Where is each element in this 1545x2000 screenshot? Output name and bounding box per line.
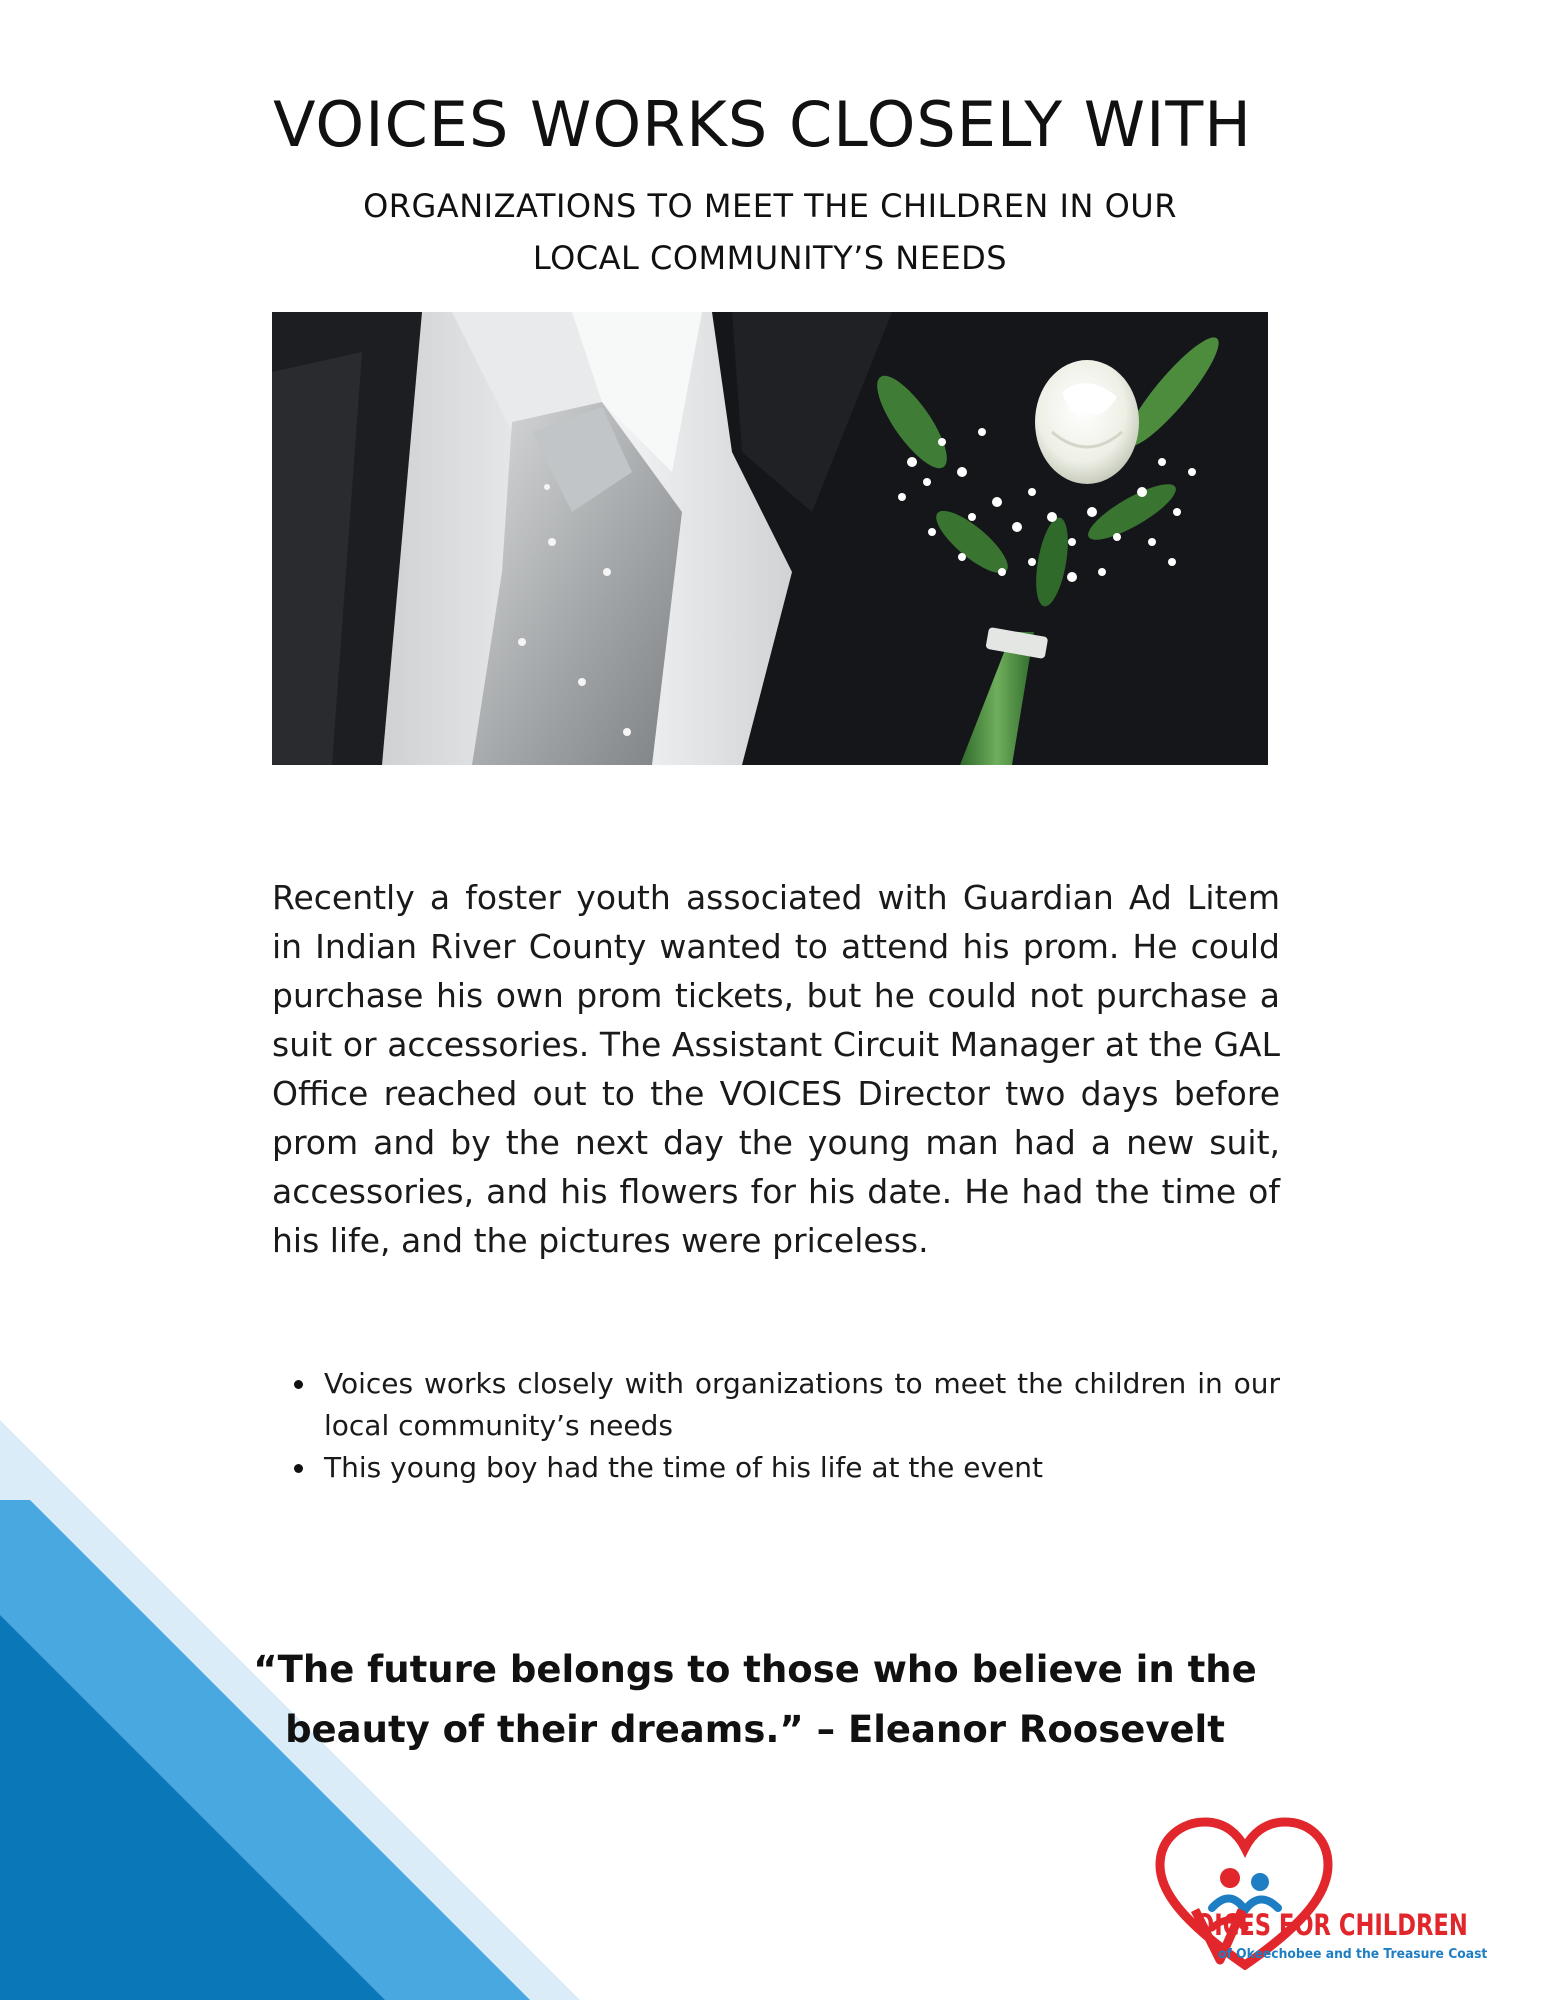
story-paragraph: Recently a foster youth associated with Guardian Ad Litem in Indian River County wanted to attend his prom. He could purchase his own prom tickets, but he could not purchase a suit or accessories. The Assistant Circuit Manager at the GAL Office reached out to the VOICES Director two days before prom and by the next day the young man had a new suit, accessories, and his flowers for his date. He had the time of his life, and the pictures were priceless. xyxy=(272,878,1280,1260)
quote-line-1: “The future belongs to those who believe in the xyxy=(253,1648,1257,1691)
page-title: VOICES WORKS CLOSELY WITH xyxy=(273,88,1252,161)
voices-heart-logo-icon xyxy=(1150,1810,1500,1970)
bullet-text: Voices works closely with organizations to meet the children in our local community’s needs xyxy=(324,1367,1280,1442)
bullet-text: This young boy had the time of his life at the event xyxy=(324,1451,1044,1484)
bullet-icon xyxy=(294,1380,303,1389)
subtitle-line-1: ORGANIZATIONS TO MEET THE CHILDREN IN OUR xyxy=(363,187,1177,225)
boutonniere-on-suit-icon xyxy=(272,312,1268,765)
subtitle-line-2: LOCAL COMMUNITY’S NEEDS xyxy=(532,239,1008,277)
boutonniere-photo xyxy=(272,312,1268,765)
logo-wordmark: OICES FOR CHILDREN xyxy=(1195,1908,1468,1942)
quote-block xyxy=(230,1640,1280,1760)
page-subtitle xyxy=(270,180,1270,284)
logo-tagline: of Okeechobee and the Treasure Coast xyxy=(1218,1947,1488,1962)
quote-line-2: beauty of their dreams.” – Eleanor Roosevelt xyxy=(285,1708,1225,1751)
